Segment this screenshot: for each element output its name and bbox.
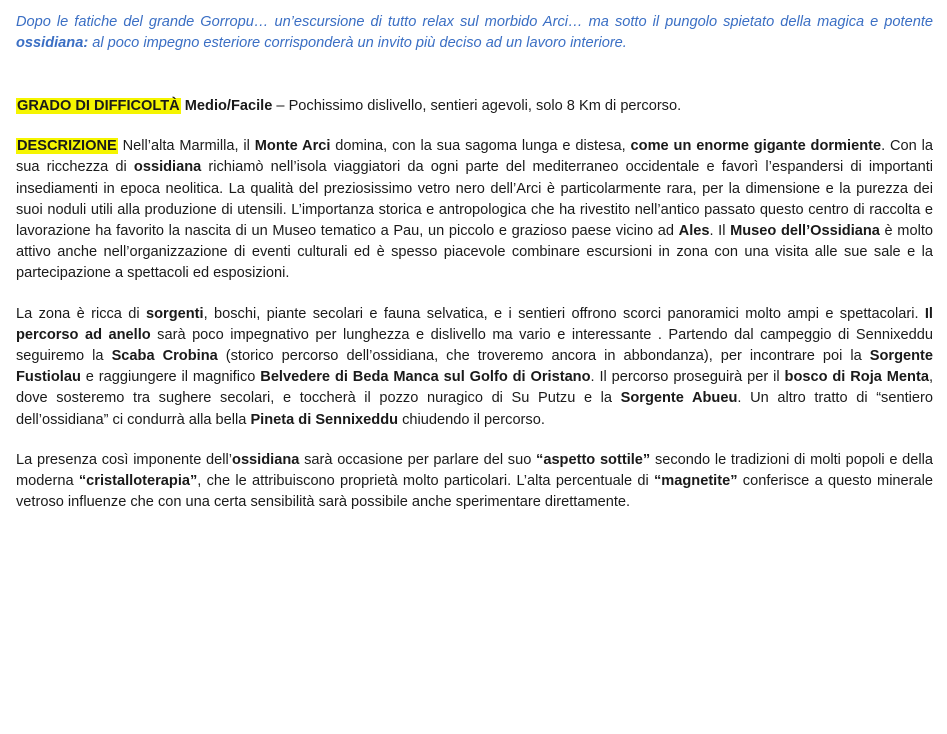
bold-text-run: Monte Arci [254,138,331,155]
text-run: chiudendo il percorso. [398,411,545,428]
text-run: (storico percorso dell’ossidiana, che troveremo ancora in abbondanza), per incontrare poi la [217,348,870,365]
bold-text-run: Sorgente Abueu [620,390,738,407]
bold-text-run: ossidiana [232,451,300,468]
intro-paragraph [16,12,933,54]
description-paragraph-2 [16,304,933,431]
bold-text-run: ossidiana: [16,35,89,51]
text-run: . Il percorso proseguirà per il [590,369,785,386]
text-run: domina, con la sua sagoma lunga e distesa, [330,138,631,155]
text-run: al poco impegno esteriore corrisponderà un invito più deciso ad un lavoro interiore. [88,35,627,51]
bold-text-run: Museo dell’Ossidiana [730,223,880,240]
text-run: , che le attribuiscono proprietà molto particolari. L’alta percentuale di [197,473,654,490]
bold-text-run: Ales [678,223,710,240]
description-paragraph-1 [16,136,933,284]
text-run: La zona è ricca di [16,305,147,322]
bold-text-run: bosco di Roja Menta [784,369,929,386]
bold-text-run: “aspetto sottile” [536,451,651,468]
text-run: secondo le tradizioni di molti popoli e della moderna [16,451,933,490]
bold-text-run: come un enorme gigante dormiente [630,138,882,155]
difficulty-label: GRADO DI DIFFICOLTÀ [17,98,180,114]
text-run: sarà occasione per parlare del suo [299,451,537,468]
text-run: . Un altro tratto di “sentiero dell’ossidiana” ci condurrà alla bella [16,390,933,428]
text-run: conferisce a questo minerale vetroso influenze che con una certa sensibilità sarà possibile anche sperimentare direttamente. [16,473,934,511]
bold-text-run: “magnetite” [653,473,738,490]
text-run: sarà poco impegnativo per lunghezza e dislivello ma vario e interessante . Partendo dal campeggio di Sennixeddu seguiremo la [16,326,933,365]
bold-text-run: ossidiana [133,159,202,176]
description-paragraph-3 [16,450,933,514]
text-run: Nell’alta Marmilla, il [117,138,255,155]
bold-text-run: Belvedere di Beda Manca sul Golfo di Oristano [260,369,591,386]
bold-text-run: “cristalloterapia” [78,473,198,490]
difficulty-line [16,96,933,117]
text-run: . Il [709,223,731,240]
bold-text-run: sorgenti [146,305,204,322]
text-run: e raggiungere il magnifico [80,369,261,386]
text-run: , boschi, piante secolari e fauna selvatica, e i sentieri offrono scorci panoramici molto ampi e spettacolari. [203,305,925,322]
bold-text-run: Pineta di Sennixeddu [250,411,399,428]
difficulty-level: Medio/Facile [184,98,273,114]
text-run: è molto attivo anche nell’organizzazione di eventi culturali ed è spesso piacevole combinare escursioni in zona con una visita alle sue sale e la partecipazione a spettacoli ed esposizioni. [16,223,933,282]
text-run: . Con la sua ricchezza di [16,138,933,176]
text-run: , dove sosteremo tra sughere secolari, e toccherà il pozzo nuragico di Su Putzu e la [16,369,933,407]
bold-text-run: Il percorso ad anello [16,305,933,343]
bold-text-run: Scaba Crobina [111,348,218,365]
description-body-1 [16,138,933,281]
text-run: richiamò nell’isola viaggiatori da ogni parte del mediterraneo occidentale e favorì l’espandersi di importanti insediamenti in epoca neolitica. La qualità del preziosissimo vetro nero dell’Arci è particolarmente rara, per la dimensione e la purezza dei suoi noduli utili alla produzione di utensili. L’importanza storica e antropologica che ha rivestito nell’antico passato questo centro di raccolta e lavorazione ha favorito la nascita di un Museo tematico a Pau, un piccolo e grazioso paese vicino ad [16,159,933,240]
difficulty-text: – Pochissimo dislivello, sentieri agevoli, solo 8 Km di percorso. [272,98,682,114]
text-run: La presenza così imponente dell’ [16,451,233,468]
text-run: Dopo le fatiche del grande Gorropu… un’escursione di tutto relax sul morbido Arci… ma sotto il pungolo spietato della magica e potente [16,14,933,30]
description-label: DESCRIZIONE [17,138,117,155]
bold-text-run: Sorgente Fustiolau [16,348,933,386]
